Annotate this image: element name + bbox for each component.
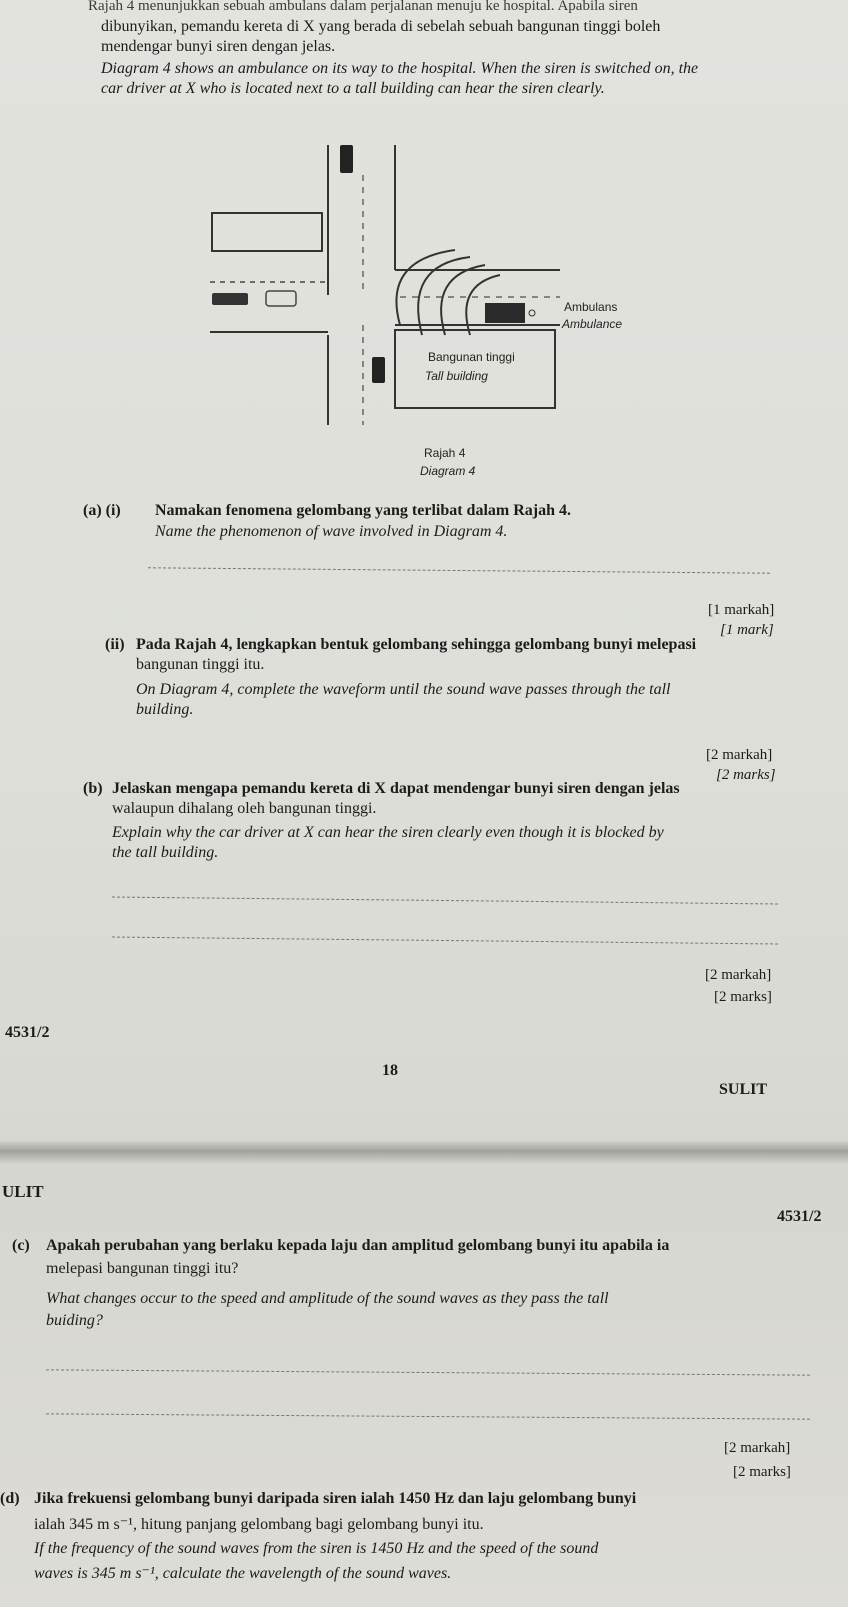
q-d-text-en-2: waves is 345 m s⁻¹, calculate the wavelength of the sound waves. — [34, 1565, 452, 1582]
intro-line-1: Rajah 4 menunjukkan sebuah ambulans dalam perjalanan menuju ke hospital. Apabila siren — [88, 0, 638, 14]
q-b-text-ms-2: walaupun dihalang oleh bangunan tinggi. — [112, 800, 377, 817]
q-a-ii-text-ms-2: bangunan tinggi itu. — [136, 656, 265, 673]
footer-paper-code: 4531/2 — [5, 1024, 50, 1041]
footer-sulit: SULIT — [719, 1081, 768, 1098]
intro-line-3: mendengar bunyi siren dengan jelas. — [101, 38, 336, 55]
q-a-i-text-ms: Namakan fenomena gelombang yang terlibat dalam Rajah 4. — [155, 502, 572, 519]
car-left-outline-icon — [266, 291, 296, 306]
q-a-i-mark-ms: [1 markah] — [708, 602, 775, 618]
q-b-number: (b) — [83, 780, 103, 797]
intro-en-line-1: Diagram 4 shows an ambulance on its way to the hospital. When the siren is switched on, the — [101, 60, 699, 77]
diagram-caption-en: Diagram 4 — [420, 464, 476, 478]
header-paper-code: 4531/2 — [777, 1208, 822, 1225]
q-a-ii-text-en-2: building. — [136, 701, 194, 718]
intro-line-2: dibunyikan, pemandu kereta di X yang berada di sebelah sebuah bangunan tinggi boleh — [101, 18, 661, 35]
q-b-mark-ms: [2 markah] — [705, 967, 772, 983]
q-a-i-text-en: Name the phenomenon of wave involved in Diagram 4. — [155, 523, 508, 540]
q-d-text-ms-1: Jika frekuensi gelombang bunyi daripada siren ialah 1450 Hz dan laju gelombang bunyi — [34, 1490, 637, 1507]
q-a-i-mark-en: [1 mark] — [720, 622, 774, 638]
q-c-mark-ms: [2 markah] — [724, 1440, 791, 1456]
ambulance-icon — [485, 303, 525, 323]
q-d-number: (d) — [0, 1490, 20, 1507]
q-b-text-en-1: Explain why the car driver at X can hear the siren clearly even though it is blocked by — [112, 824, 664, 841]
q-b-text-ms-1: Jelaskan mengapa pemandu kereta di X dapat mendengar bunyi siren dengan jelas — [112, 780, 680, 797]
q-c-mark-en: [2 marks] — [733, 1464, 791, 1480]
q-b-text-en-2: the tall building. — [112, 844, 219, 861]
q-c-number: (c) — [12, 1237, 30, 1254]
q-d-text-ms-2: ialah 345 m s⁻¹, hitung panjang gelombang bagi gelombang bunyi itu. — [34, 1516, 484, 1533]
car-x-icon — [372, 357, 385, 383]
q-b-mark-en: [2 marks] — [714, 989, 772, 1005]
q-a-i-number: (a) (i) — [83, 502, 121, 519]
exam-page-19 — [0, 1150, 848, 1607]
ambulance-label-en: Ambulance — [562, 317, 623, 331]
diagram-4[interactable] — [200, 135, 660, 495]
q-a-ii-text-en-1: On Diagram 4, complete the waveform until the sound wave passes through the tall — [136, 681, 671, 698]
car-top-icon — [340, 145, 353, 173]
siren-icon — [529, 310, 535, 316]
tall-building-label-ms: Bangunan tinggi — [428, 350, 515, 364]
footer-page-number: 18 — [382, 1062, 398, 1079]
q-c-text-en-1: What changes occur to the speed and amplitude of the sound waves as they pass the tall — [46, 1290, 609, 1307]
q-c-text-ms-1: Apakah perubahan yang berlaku kepada laju dan amplitud gelombang bunyi itu apabila ia — [46, 1237, 670, 1254]
intro-en-line-2: car driver at X who is located next to a tall building can hear the siren clearly. — [101, 80, 605, 97]
car-left-icon — [212, 293, 248, 305]
page-seam — [0, 1140, 848, 1164]
q-a-ii-mark-ms: [2 markah] — [706, 747, 773, 763]
tall-building-label-en: Tall building — [425, 369, 488, 383]
q-c-text-ms-2: melepasi bangunan tinggi itu? — [46, 1260, 239, 1277]
header-sulit: ULIT — [2, 1182, 44, 1201]
wavefront-3 — [418, 257, 470, 335]
ambulance-label-ms: Ambulans — [564, 300, 618, 314]
small-building — [212, 213, 322, 251]
q-a-ii-number: (ii) — [105, 636, 125, 653]
diagram-caption-ms: Rajah 4 — [424, 446, 466, 460]
q-a-ii-text-ms-1: Pada Rajah 4, lengkapkan bentuk gelombang sehingga gelombang bunyi melepasi — [136, 636, 697, 653]
q-d-text-en-1: If the frequency of the sound waves from the siren is 1450 Hz and the speed of the sound — [34, 1540, 599, 1557]
q-c-text-en-2: buiding? — [46, 1312, 103, 1329]
q-a-ii-mark-en: [2 marks] — [716, 767, 776, 783]
